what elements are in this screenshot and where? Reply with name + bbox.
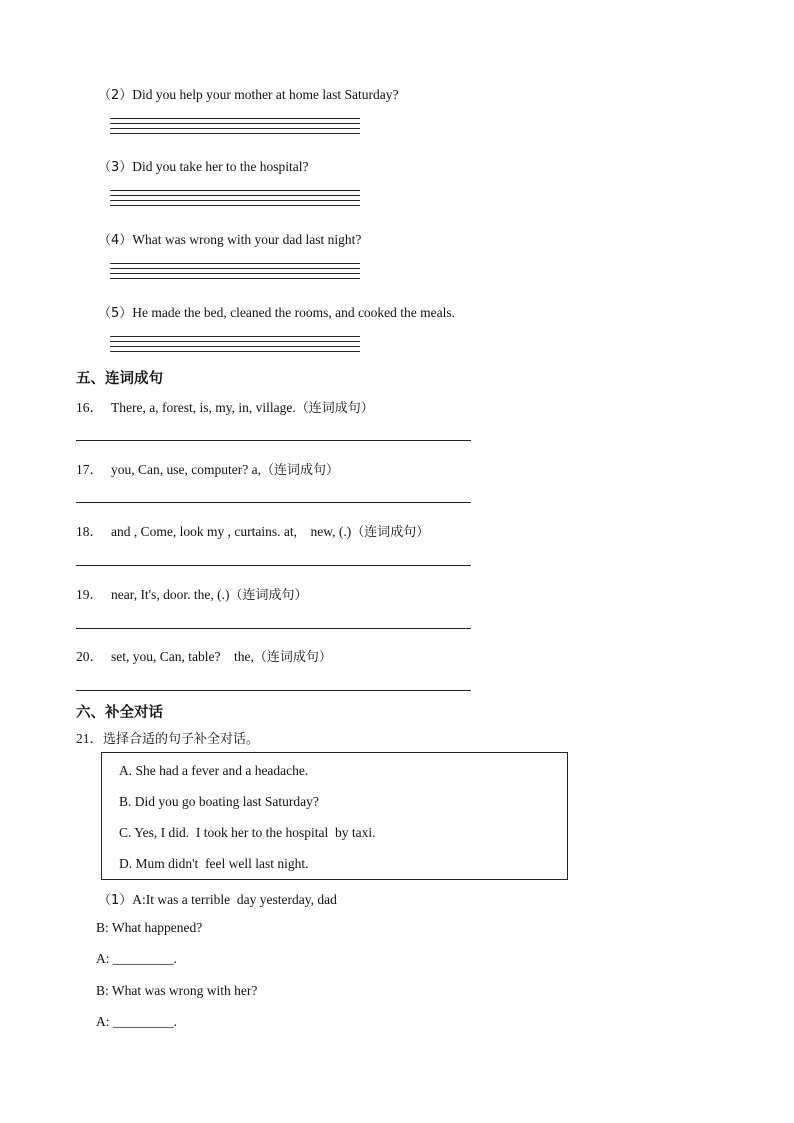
question-20-number: 20． [76, 649, 103, 664]
q15-item-4-text: What was wrong with your dad last night? [132, 232, 362, 247]
question-16-words: There, a, forest, is, my, in, village. [111, 400, 296, 415]
question-20 [76, 645, 332, 665]
question-18-number: 18． [76, 524, 103, 539]
question-18 [76, 520, 429, 540]
q15-item-3 [98, 156, 309, 175]
option-d: D. Mum didn't feel well last night. [119, 856, 309, 871]
q15-item-2-text: Did you help your mother at home last Saturday? [132, 87, 399, 102]
question-18-answer-line[interactable] [76, 565, 471, 566]
q15-item-3-number: （3） [98, 160, 133, 175]
q15-item-5-number: （5） [98, 306, 133, 321]
question-19-hint: （连词成句） [229, 588, 308, 603]
q15-item-2-number: （2） [98, 88, 133, 103]
question-21-number: 21． [76, 731, 103, 746]
q15-item-3-writing-lines[interactable] [98, 186, 380, 214]
question-19-number: 19． [76, 587, 103, 602]
section-5-title: 五、连词成句 [76, 371, 163, 387]
options-box [101, 752, 568, 880]
option-b: B. Did you go boating last Saturday? [119, 794, 319, 809]
question-19 [76, 583, 308, 603]
dialogue-line-2: B: What happened? [96, 920, 203, 935]
question-17-answer-line[interactable] [76, 502, 471, 503]
question-20-hint: （连词成句） [253, 650, 332, 665]
question-20-words: set, you, Can, table? the, [111, 649, 254, 664]
q15-item-4-writing-lines[interactable] [98, 259, 380, 287]
question-16 [76, 396, 374, 416]
question-17-words: you, Can, use, computer? a, [111, 462, 261, 477]
question-17-number: 17． [76, 462, 103, 477]
question-17-hint: （连词成句） [260, 463, 339, 478]
dialogue-line-1 [98, 889, 337, 908]
section-6-title: 六、补全对话 [76, 705, 163, 721]
question-21-instruction [76, 727, 259, 747]
dialogue-line-1-text: A:It was a terrible day yesterday, dad [132, 892, 337, 907]
question-16-answer-line[interactable] [76, 440, 471, 441]
dialogue-line-4: B: What was wrong with her? [96, 983, 258, 998]
q15-item-2 [98, 84, 398, 103]
q15-item-5 [98, 302, 455, 321]
q15-item-4 [98, 229, 361, 248]
question-18-words: and , Come, look my , curtains. at, new, (.) [111, 524, 352, 539]
dialogue-line-5[interactable]: A: _________. [96, 1014, 177, 1029]
q15-item-3-text: Did you take her to the hospital? [132, 159, 309, 174]
option-c: C. Yes, I did. I took her to the hospital by taxi. [119, 825, 376, 840]
question-19-answer-line[interactable] [76, 628, 471, 629]
dialogue-line-3[interactable]: A: _________. [96, 951, 177, 966]
dialogue-number: （1） [98, 893, 133, 908]
question-16-hint: （连词成句） [295, 401, 374, 416]
question-19-words: near, It's, door. the, (.) [111, 587, 230, 602]
q15-item-4-number: （4） [98, 233, 133, 248]
q15-item-5-writing-lines[interactable] [98, 332, 380, 360]
q15-item-2-writing-lines[interactable] [98, 114, 380, 142]
question-16-number: 16． [76, 400, 103, 415]
question-17 [76, 458, 339, 478]
question-21-text: 选择合适的句子补全对话。 [103, 732, 260, 747]
option-a: A. She had a fever and a headache. [119, 763, 309, 778]
q15-item-5-text: He made the bed, cleaned the rooms, and cooked the meals. [132, 305, 456, 320]
question-20-answer-line[interactable] [76, 690, 471, 691]
question-18-hint: （连词成句） [351, 525, 430, 540]
